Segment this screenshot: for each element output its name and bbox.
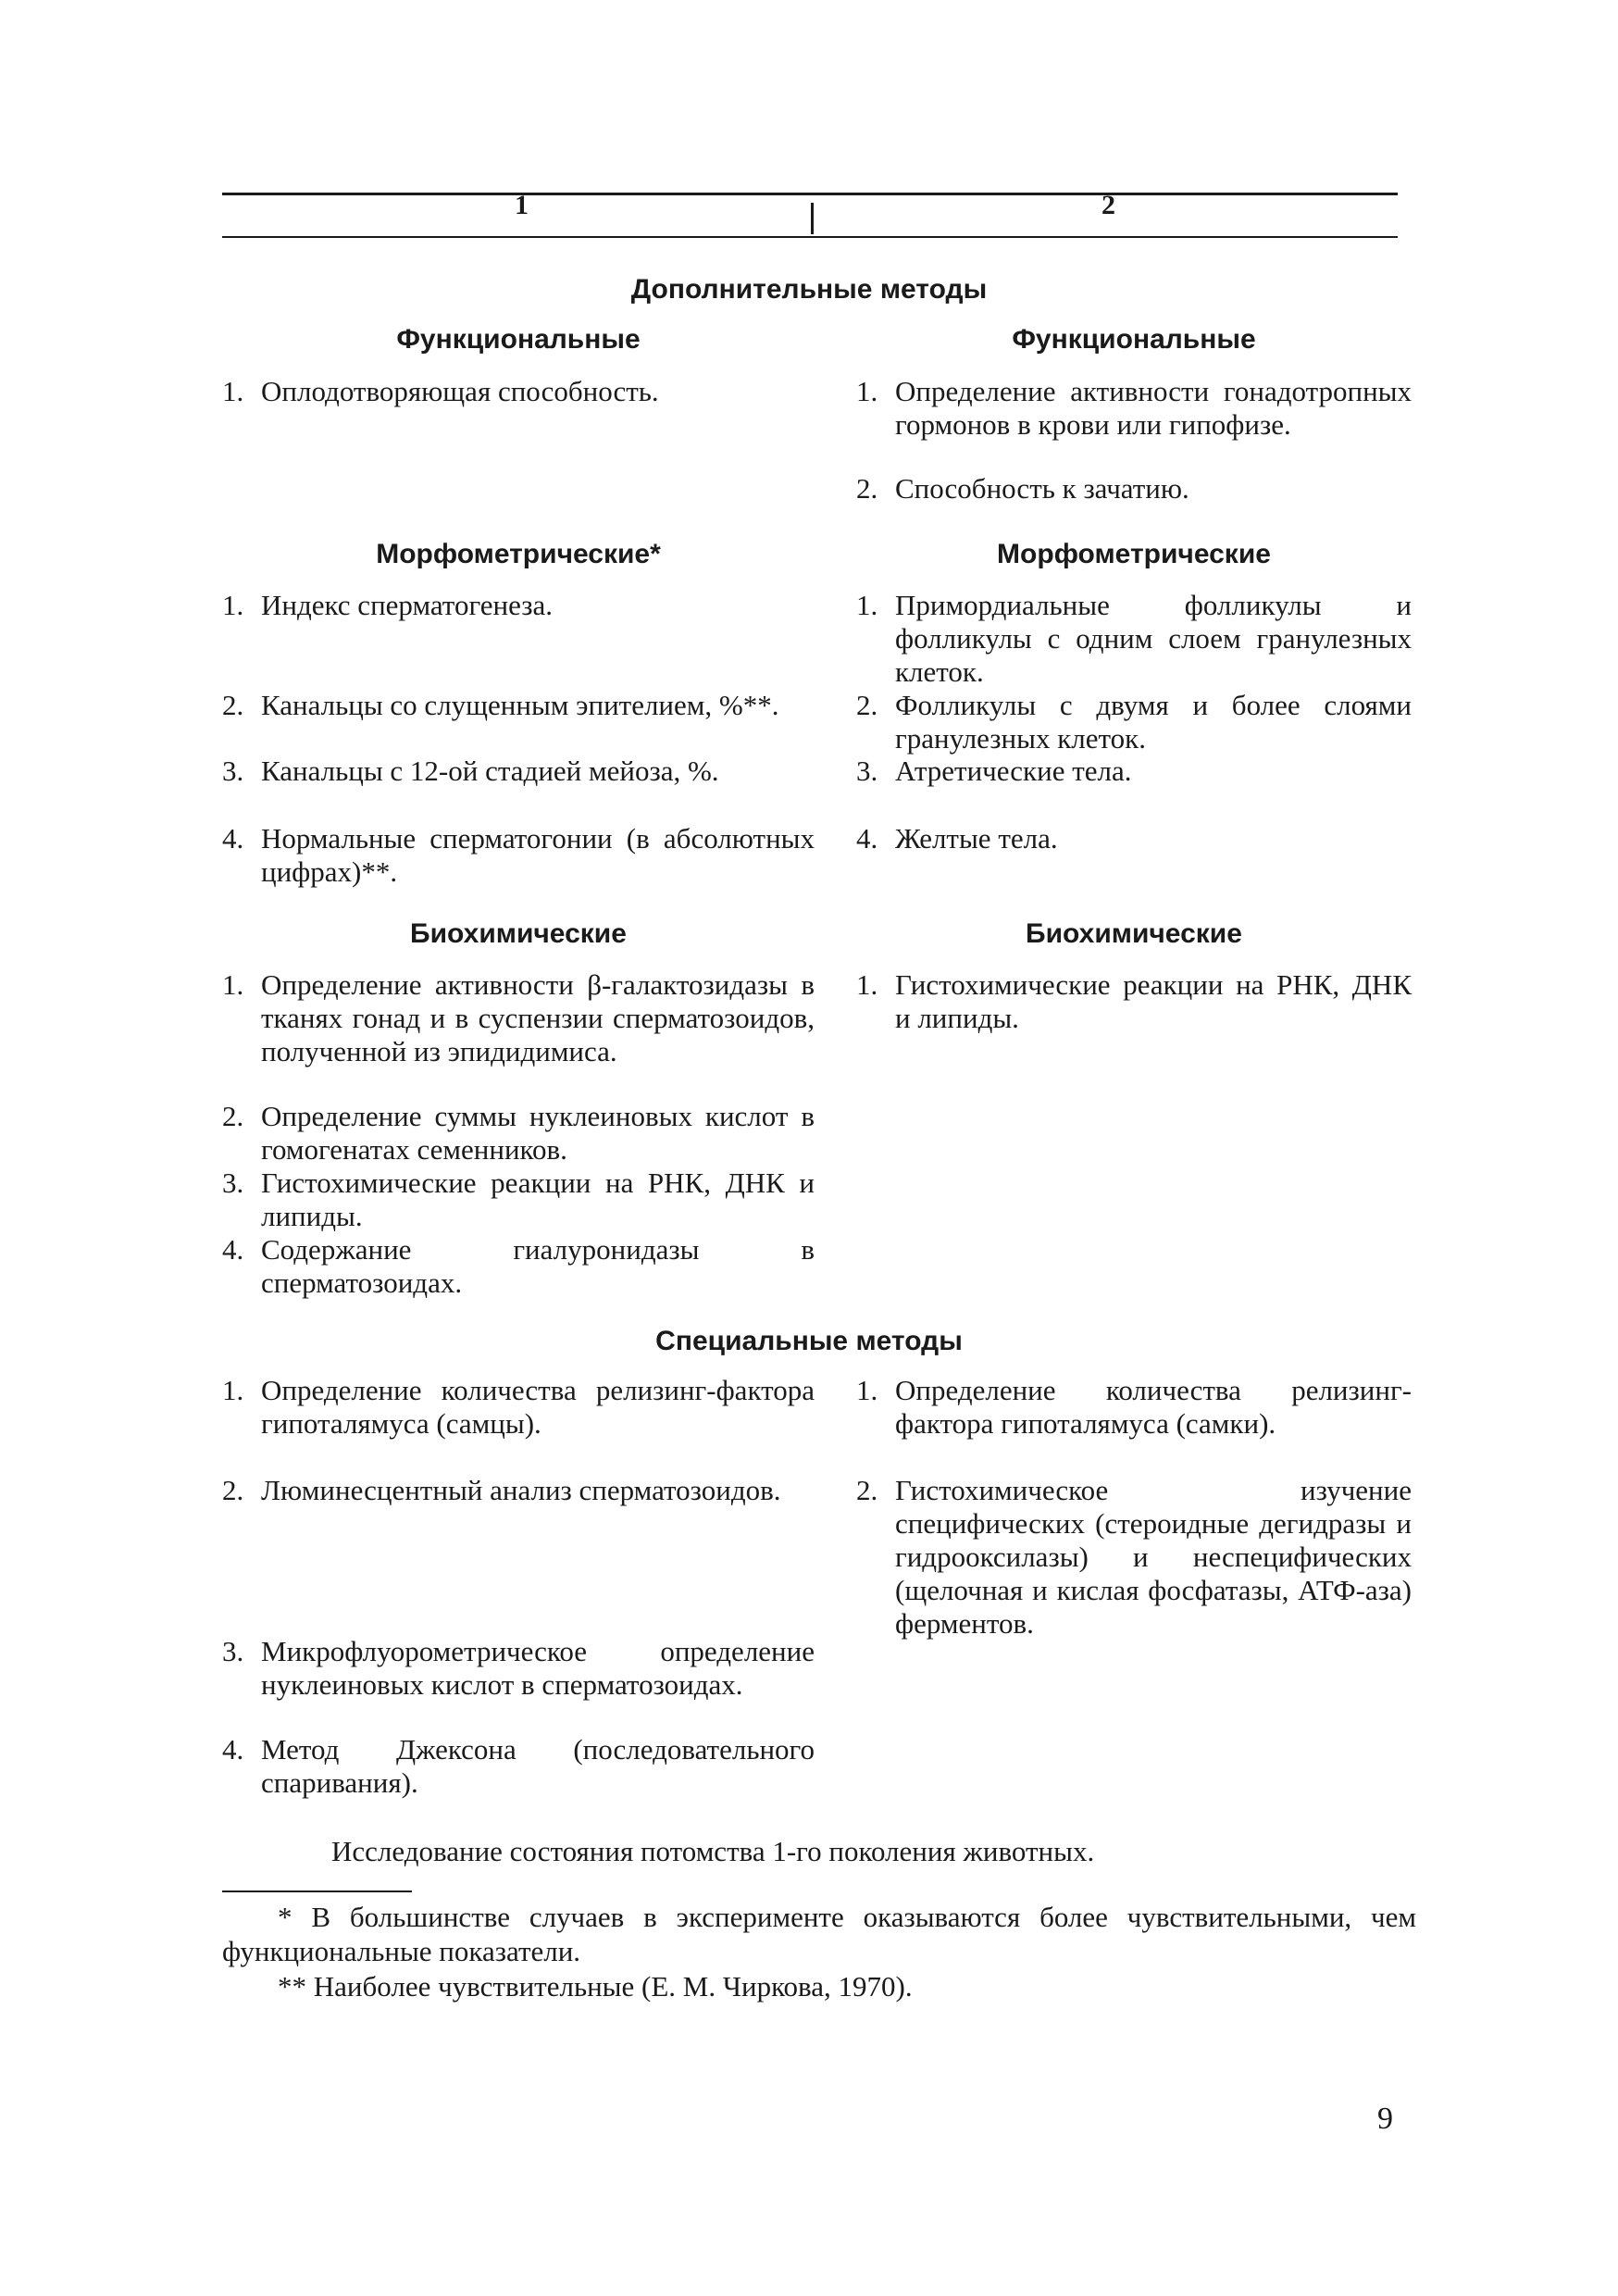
column-divider (811, 203, 814, 234)
item-text: Атретические тела. (895, 755, 1132, 787)
item-number: 1. (856, 375, 878, 407)
list-item (856, 1374, 1412, 1441)
list-item (222, 1100, 815, 1167)
list-item (222, 822, 815, 889)
item-number: 2. (222, 1474, 244, 1506)
column-number-2: 2 (1101, 190, 1115, 220)
list-item (222, 1733, 815, 1800)
item-text: Определение количества релизинг-фактора гипоталямуса (самцы). (261, 1374, 815, 1440)
list-item (856, 822, 1412, 855)
item-number: 1. (222, 1374, 244, 1406)
item-text: Люминесцентный анализ сперматозоидов. (261, 1474, 781, 1506)
footnote (222, 1900, 1416, 1968)
item-text: Определение активности гонадотропных гормонов в крови или гипофизе. (895, 375, 1412, 441)
list-item (222, 755, 815, 788)
item-text: Канальцы с 12-ой стадией мейоза, %. (261, 755, 719, 787)
footnote (222, 1969, 1416, 2003)
item-number: 1. (856, 589, 878, 621)
list-item (856, 689, 1412, 755)
item-number: 2. (856, 1474, 878, 1506)
list-item (856, 968, 1412, 1035)
item-text: Фолликулы с двумя и более слоями гранулезных клеток. (895, 689, 1412, 755)
item-text: Оплодотворяющая способность. (261, 375, 659, 407)
item-number: 1. (222, 589, 244, 621)
item-text: Индекс сперматогенеза. (261, 589, 553, 621)
item-text: Гистохимические реакции на РНК, ДНК и липиды. (261, 1167, 815, 1232)
item-number: 4. (222, 1733, 244, 1766)
item-number: 1. (222, 968, 244, 1001)
subheading-morphometric-right: Морфометрические (997, 539, 1271, 569)
item-text: Метод Джексона (последовательного спаривания). (261, 1733, 815, 1799)
list-item (856, 589, 1412, 689)
item-text: Определение активности β-галактозидазы в тканях гонад и в суспензии сперматозоидов, полученной из эпидидимиса. (261, 968, 815, 1067)
item-number: 2. (222, 1100, 244, 1132)
item-number: 3. (222, 1635, 244, 1667)
item-text: Способность к зачатию. (895, 472, 1189, 505)
item-text: Нормальные сперматогонии (в абсолютных цифрах)**. (261, 822, 815, 888)
item-text: Гистохимическое изучение специфических (стероидные дегидразы и гидрооксилазы) и неспецифических (щелочная и кислая фосфатазы, АТФ-аза) ферментов. (895, 1474, 1412, 1640)
item-text: Микрофлуорометрическое определение нуклеиновых кислот в сперматозоидах. (261, 1635, 815, 1701)
offspring-research-line: Исследование состояния потомства 1-го поколения животных. (331, 1835, 1095, 1867)
item-number: 4. (222, 822, 244, 855)
column-number-1: 1 (515, 190, 529, 220)
list-item (856, 375, 1412, 442)
item-text: Содержание гиалуронидазы в сперматозоидах. (261, 1233, 815, 1299)
subheading-functional-right: Функциональные (1012, 324, 1256, 355)
item-number: 4. (222, 1233, 244, 1266)
subheading-functional-left: Функциональные (396, 324, 641, 355)
item-text: Желтые тела. (895, 822, 1058, 855)
list-item (222, 968, 815, 1068)
list-item (222, 375, 815, 408)
page-number: 9 (1377, 2102, 1393, 2136)
item-number: 2. (856, 472, 878, 505)
item-number: 1. (222, 375, 244, 407)
item-number: 3. (856, 755, 878, 787)
list-item (222, 589, 815, 622)
item-text: Гистохимические реакции на РНК, ДНК и липиды. (895, 968, 1412, 1034)
item-text: Примордиальные фолликулы и фолликулы с одним слоем гранулезных клеток. (895, 589, 1412, 688)
footnote-separator (222, 1890, 412, 1892)
header-top-rule (222, 193, 1398, 195)
item-number: 4. (856, 822, 878, 855)
subheading-biochemical-left: Биохимические (410, 918, 627, 949)
header-bottom-rule (222, 236, 1398, 238)
list-item (856, 755, 1412, 788)
item-number: 3. (222, 755, 244, 787)
list-item (222, 1374, 815, 1441)
list-item (856, 1474, 1412, 1641)
item-number: 2. (856, 689, 878, 721)
footnote-text: ** Наиболее чувствительные (Е. М. Чиркова, 1970). (278, 1970, 913, 2003)
item-number: 1. (856, 1374, 878, 1406)
subheading-morphometric-left: Морфометрические* (376, 539, 661, 569)
item-text: Определение суммы нуклеиновых кислот в гомогенатах семенников. (261, 1100, 815, 1166)
section-title-special: Специальные методы (655, 1326, 963, 1356)
list-item (222, 1474, 815, 1507)
list-item (222, 1167, 815, 1233)
list-item (222, 689, 815, 722)
item-text: Определение количества релизинг-фактора гипоталямуса (самки). (895, 1374, 1412, 1440)
list-item (222, 1635, 815, 1702)
item-number: 3. (222, 1167, 244, 1199)
section-title-additional: Дополнительные методы (630, 274, 988, 305)
footnote-text: * В большинстве случаев в эксперименте оказываются более чувствительными, чем функциональные показатели. (222, 1901, 1416, 1967)
item-text: Канальцы со слущенным эпителием, %**. (261, 689, 779, 721)
item-number: 2. (222, 689, 244, 721)
list-item (222, 1233, 815, 1300)
list-item (856, 472, 1412, 505)
item-number: 1. (856, 968, 878, 1001)
subheading-biochemical-right: Биохимические (1026, 918, 1242, 949)
